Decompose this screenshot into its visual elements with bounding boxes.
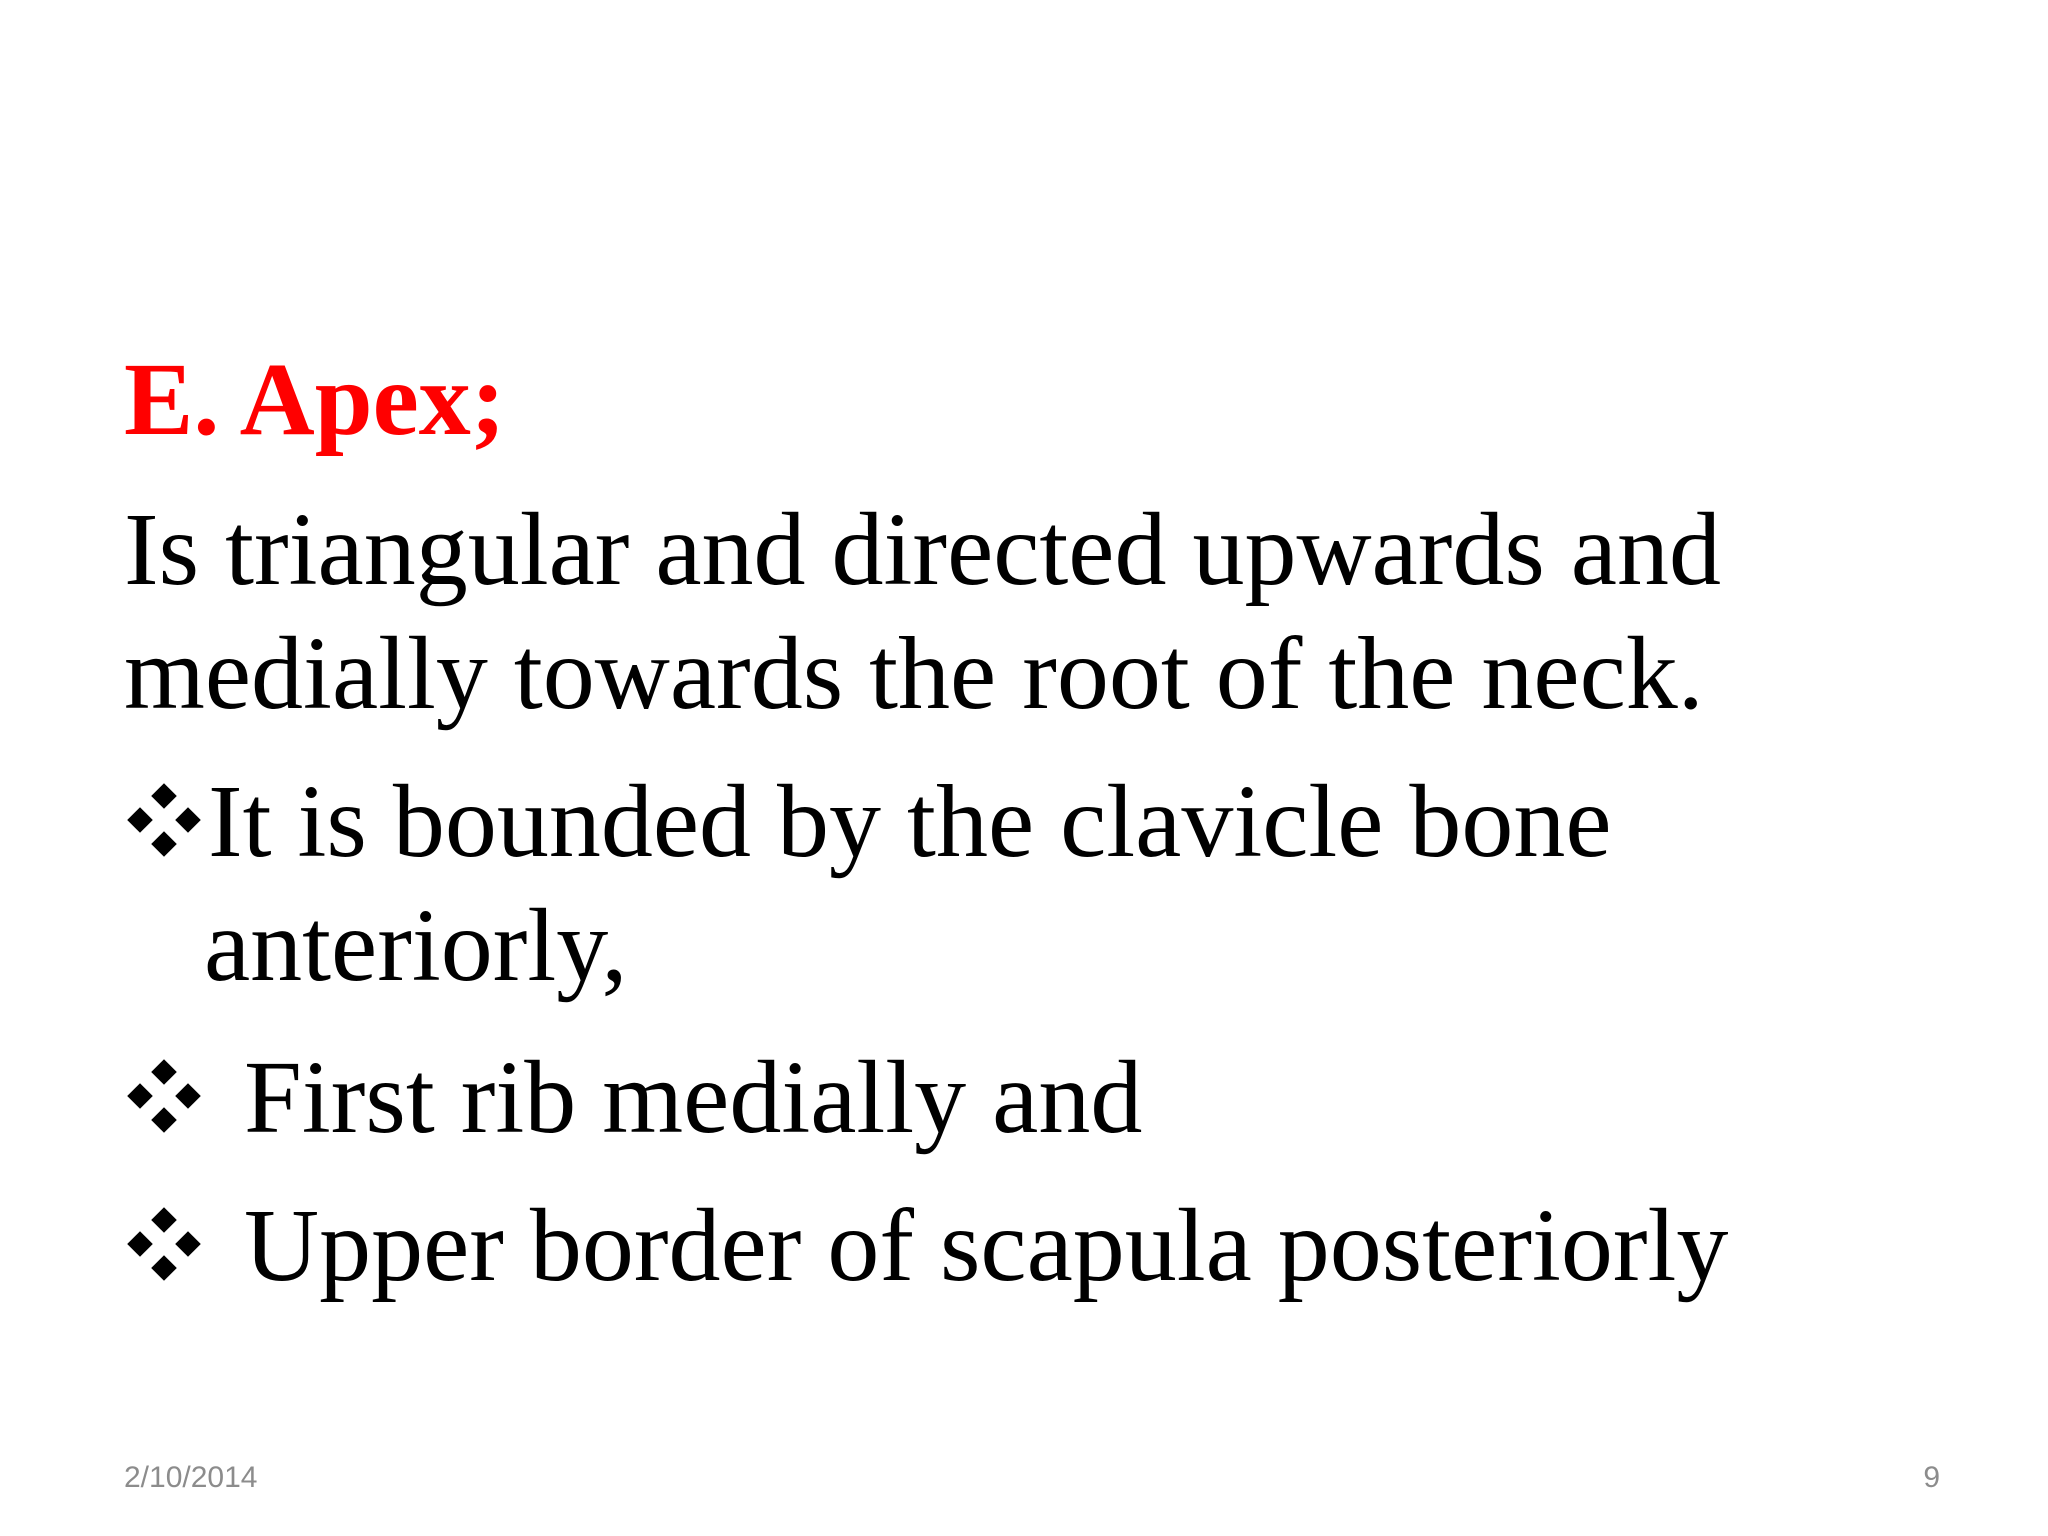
bullet-item-3: [124, 1184, 1728, 1308]
slide-heading: E. Apex;: [124, 342, 506, 457]
bullet-3-text: Upper border of scapula posteriorly: [244, 1188, 1729, 1303]
four-diamond-bullet-icon: [124, 1204, 244, 1284]
four-diamond-bullet-icon: [124, 780, 208, 860]
paragraph-line-2: medially towards the root of the neck.: [124, 616, 1704, 731]
footer-date: 2/10/2014: [124, 1461, 258, 1494]
four-diamond-bullet-icon: [124, 1056, 244, 1136]
bullet-1-line-1: It is bounded by the clavicle bone: [208, 764, 1612, 879]
paragraph-line-1: Is triangular and directed upwards and: [124, 492, 1721, 607]
bullet-item-2: [124, 1036, 1142, 1160]
intro-paragraph: [124, 488, 1824, 736]
slide-number: 9: [1923, 1461, 1940, 1494]
bullet-item-1: [124, 760, 1612, 1008]
bullet-1-line-2: anteriorly,: [204, 888, 628, 1003]
bullet-2-text: First rib medially and: [244, 1040, 1143, 1155]
